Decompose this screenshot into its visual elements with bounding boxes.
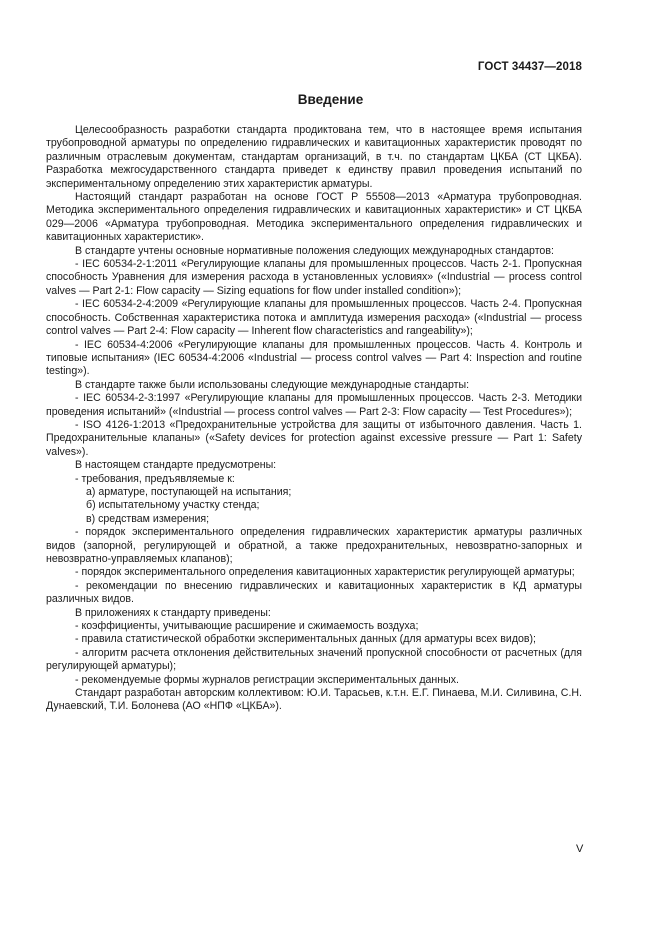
paragraph-authors: Стандарт разработан авторским коллективом: Ю.И. Тарасьев, к.т.н. Е.Г. Пинаева, М.И. Силивина, С.Н. Дунаевский, Т.И. Болонева (АО «НПФ «ЦКБА»).: [46, 687, 582, 713]
paragraph-provisions-intro: В настоящем стандарте предусмотрены:: [75, 459, 277, 472]
sub-item-a: а) арматуре, поступающей на испытания;: [86, 485, 292, 498]
list-item-recommendations: - рекомендации по внесению гидравлических и кавитационных характеристик в КД арматуры различных видов.: [46, 579, 582, 606]
list-item-iec-60534-2-4: - IEC 60534-2-4:2009 «Регулирующие клапаны для промышленных процессов. Часть 2-4. Пропускная способность. Собственная характеристика потока и амплитуда измерения расхода» («Industrial — process control valves — Part 2-4: Flow capacity — Inherent flow characteristics and rangeability»);: [46, 298, 582, 338]
list-item-cavitation-procedure: - порядок экспериментального определения кавитационных характеристик регулирующей арматуры;: [75, 566, 575, 579]
paragraph-intl-standards-intro: В стандарте учтены основные нормативные положения следующих международных стандартов:: [75, 244, 554, 257]
document-code: ГОСТ 34437—2018: [477, 61, 582, 73]
paragraph-appendices-intro: В приложениях к стандарту приведены:: [75, 606, 271, 619]
list-item-coefficients: - коэффициенты, учитывающие расширение и сжимаемость воздуха;: [75, 620, 419, 633]
list-item-journal-forms: - рекомендуемые формы журналов регистрации экспериментальных данных.: [75, 673, 459, 686]
list-item-iec-60534-4: - IEC 60534-4:2006 «Регулирующие клапаны для промышленных процессов. Часть 4. Контроль и типовые испытания» (IEC 60534-4:2006 «Industrial — process control valves — Part 4: Inspection and routine testing»).: [46, 338, 582, 378]
list-item-iec-60534-2-3: - IEC 60534-2-3:1997 «Регулирующие клапаны для промышленных процессов. Часть 2-3. Методики проведения испытаний» («Industrial — process control valves — Part 2-3: Flow capacity — Test Procedures»);: [46, 392, 582, 418]
sub-item-v: в) средствам измерения;: [86, 512, 210, 525]
paragraph-rationale: Целесообразность разработки стандарта продиктована тем, что в настоящее время испытания трубопроводной арматуры по определению гидравлических и кавитационных характеристик проводят по различным отраслевым документам, стандартам организаций, в т.ч. по стандартам ЦКБА (СТ ЦКБА). Разработка межгосударственного стандарта приведет к единству правил проведения испытаний по экспериментальному определению этих характеристик арматуры.: [46, 124, 582, 190]
list-item-statistics: - правила статистической обработки экспериментальных данных (для арматуры всех видов);: [75, 633, 537, 646]
list-item-iso-4126-1: - ISO 4126-1:2013 «Предохранительные устройства для защиты от избыточного давления. Часть 1. Предохранительные клапаны» («Safety devices for protection against excessive pressure — Part 1: Safety valves»).: [46, 418, 582, 458]
list-item-algorithm: - алгоритм расчета отклонения действительных значений пропускной способности от расчетных (для регулирующей арматуры);: [46, 646, 582, 673]
page-number: V: [576, 843, 584, 855]
paragraph-also-used-intro: В стандарте также были использованы следующие международные стандарты:: [75, 378, 470, 391]
list-item-iec-60534-2-1: - IEC 60534-2-1:2011 «Регулирующие клапаны для промышленных процессов. Часть 2-1. Пропускная способность Уравнения для измерения расхода в установленных условиях» («Industrial — process control valves — Part 2-1: Flow capacity — Sizing equations for flow under installed condition»);: [46, 258, 582, 297]
paragraph-basis: Настоящий стандарт разработан на основе ГОСТ Р 55508—2013 «Арматура трубопроводная. Методика экспериментального определения гидравлических и кавитационных характеристик» и СТ ЦКБА 029—2006 «Арматура трубопроводная. Методика экспериментального определения гидравлических и кавитационных характеристик».: [46, 191, 582, 244]
section-title: Введение: [297, 92, 364, 107]
list-item-requirements: - требования, предъявляемые к:: [75, 472, 235, 485]
sub-item-b: б) испытательному участку стенда;: [86, 499, 260, 512]
body-text: [46, 124, 582, 714]
list-item-hydraulic-procedure: - порядок экспериментального определения гидравлических характеристик арматуры различных видов (запорной, регулирующей и обратной, а также предохранительных, невозвратно-запорных и невозвратно-управляемых клапанов);: [46, 526, 582, 565]
